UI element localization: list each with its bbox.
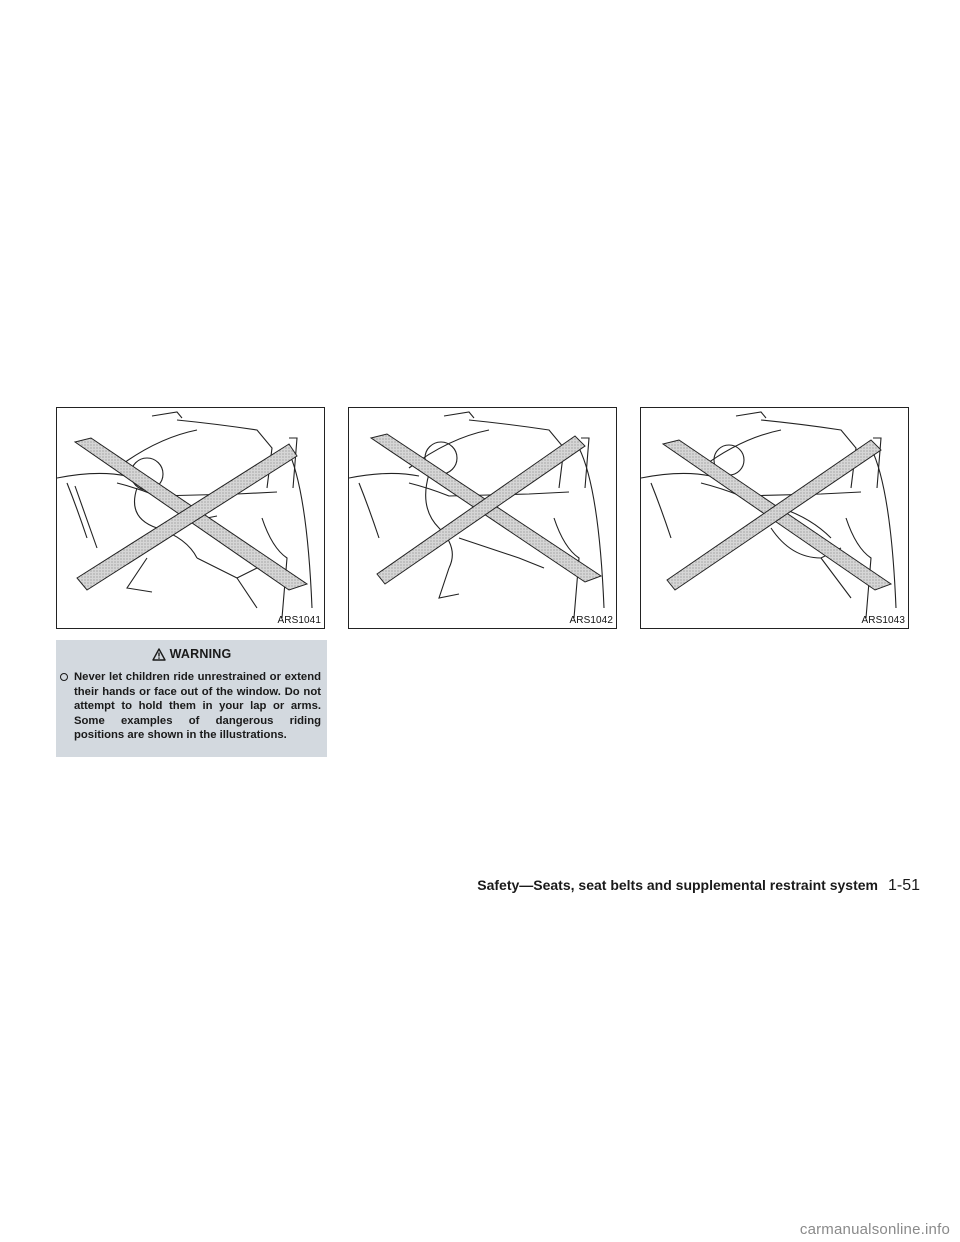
section-title: Safety—Seats, seat belts and supplemental restraint system — [477, 877, 878, 893]
illustration-drawing — [57, 408, 324, 620]
watermark: carmanualsonline.info — [799, 1221, 950, 1238]
figure-caption: ARS1041 — [277, 615, 321, 626]
page-number: 1-51 — [887, 877, 920, 894]
warning-triangle-icon — [152, 648, 166, 661]
page-footer — [477, 877, 920, 895]
figure-caption: ARS1042 — [569, 615, 613, 626]
illustration-drawing — [641, 408, 908, 620]
warning-header — [56, 640, 327, 666]
warning-item-text: Never let children ride unrestrained or extend their hands or face out of the window. Do not attempt to hold them in your lap or arms. Some examples of dangerous riding positions are shown in the illustrations. — [74, 671, 321, 742]
illustration-drawing — [349, 408, 616, 620]
illustration-child-on-lap-1 — [56, 407, 325, 629]
illustration-child-on-lap-2 — [348, 407, 617, 629]
bullet-icon — [60, 673, 68, 681]
figure-caption: ARS1043 — [861, 615, 905, 626]
warning-title: WARNING — [169, 647, 232, 661]
warning-item — [56, 666, 327, 743]
illustration-child-head-out-window — [640, 407, 909, 629]
warning-box — [56, 640, 327, 757]
